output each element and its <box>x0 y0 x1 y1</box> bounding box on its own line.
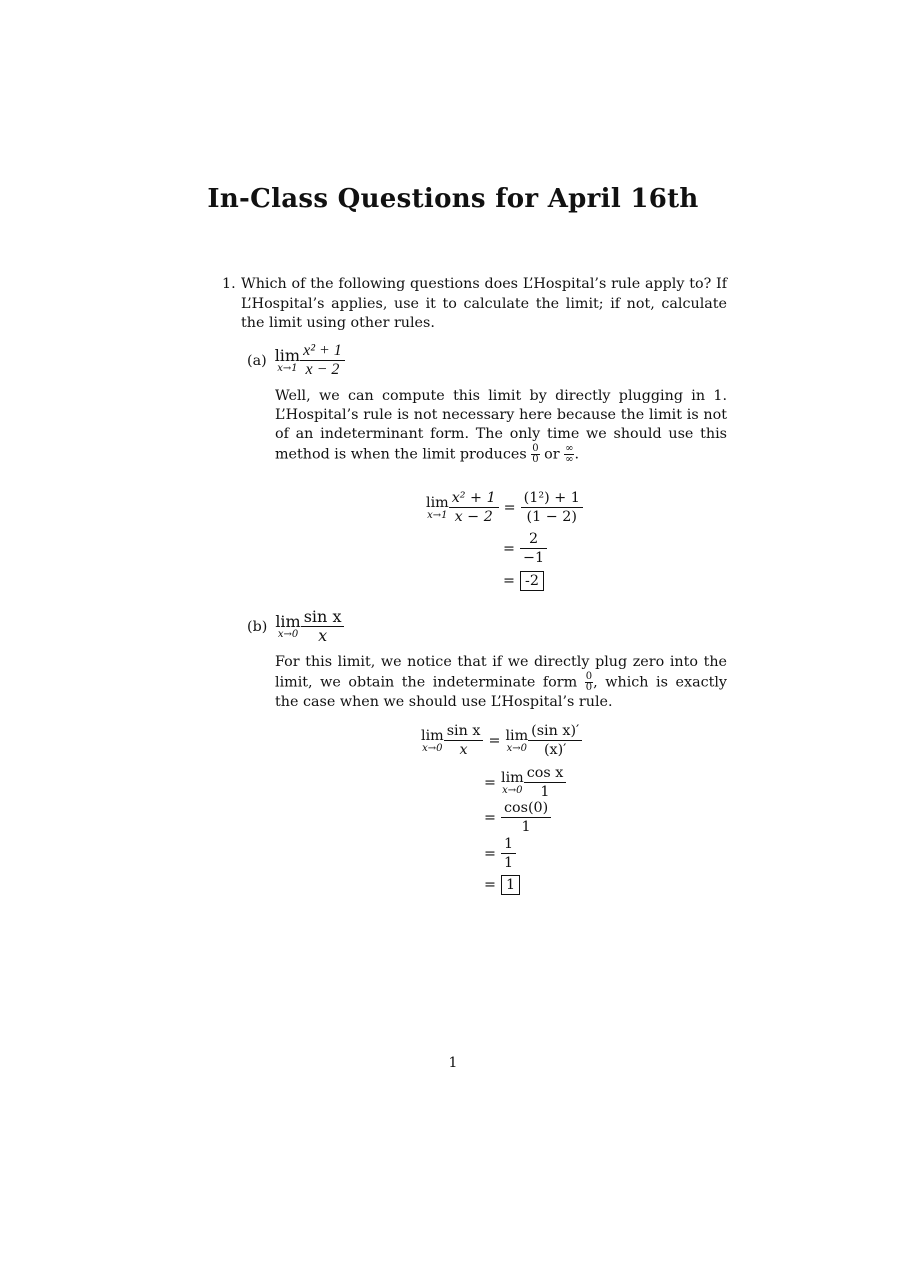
denominator: 0 <box>532 454 539 465</box>
denominator: 1 <box>524 782 567 801</box>
equals-sign: = <box>503 499 516 516</box>
lim-word: lim <box>421 727 444 744</box>
fraction <box>524 764 567 801</box>
limit-operator <box>274 345 301 374</box>
fraction <box>528 722 582 759</box>
part-a-explanation <box>275 387 727 465</box>
denominator: 1 <box>501 817 551 836</box>
fraction <box>501 835 516 872</box>
equation-row <box>426 489 583 526</box>
numerator: 0 <box>585 671 593 682</box>
denominator: x − 2 <box>300 360 345 379</box>
equation-row <box>479 835 516 872</box>
denominator: x <box>444 740 484 759</box>
lim-subscript: x→0 <box>502 784 523 796</box>
equals-sign: = <box>484 774 496 791</box>
equation-row <box>421 722 582 759</box>
fraction <box>520 530 547 567</box>
denominator: ∞ <box>565 454 574 465</box>
lim-subscript: x→0 <box>422 742 443 754</box>
period: . <box>574 446 580 463</box>
page-title: In-Class Questions for April 16th <box>207 184 699 214</box>
numerator: x² + 1 <box>303 342 342 359</box>
lim-word: lim <box>505 727 529 744</box>
equation-row <box>479 799 551 836</box>
question-text: Which of the following questions does L’Hospital’s rule apply to? If L’Hospital’s applies, use it to calculate the limit; if not, calculate the limit using other rules. <box>241 276 727 331</box>
infinity-over-infinity <box>564 444 574 465</box>
equation-row <box>479 764 566 801</box>
denominator: −1 <box>520 548 547 567</box>
equals-sign: = <box>488 732 501 749</box>
zero-over-zero <box>585 672 593 693</box>
numerator: x² + 1 <box>451 490 496 506</box>
equals-sign: = <box>484 877 496 893</box>
part-a-expression <box>247 342 345 379</box>
boxed-answer: 1 <box>501 875 520 895</box>
numerator: cos x <box>526 765 564 781</box>
fraction <box>444 722 484 759</box>
equals-sign: = <box>484 809 496 826</box>
part-a-label: (a) <box>247 352 267 369</box>
numerator: 2 <box>528 531 539 547</box>
numerator: sin x <box>446 723 481 739</box>
fraction <box>300 342 345 379</box>
or-word: or <box>544 446 560 463</box>
equals-sign: = <box>503 573 515 589</box>
numerator: sin x <box>303 607 342 626</box>
part-b-label: (b) <box>247 618 268 635</box>
limit-operator <box>275 611 301 640</box>
lim-word: lim <box>426 494 449 511</box>
zero-over-zero <box>531 444 539 465</box>
numerator: cos(0) <box>504 800 549 816</box>
lim-subscript: x→1 <box>277 362 298 374</box>
limit-operator <box>421 728 444 754</box>
question-number: 1. <box>222 276 236 292</box>
fraction <box>501 799 551 836</box>
numerator: ∞ <box>565 443 574 454</box>
numerator: 1 <box>504 836 514 852</box>
numerator: (1²) + 1 <box>523 490 580 506</box>
lim-subscript: x→0 <box>506 742 527 754</box>
lim-word: lim <box>275 611 301 631</box>
fraction <box>301 608 345 645</box>
boxed-answer: -2 <box>520 571 544 591</box>
limit-operator <box>501 770 524 796</box>
part-b-expression <box>247 608 344 645</box>
equation-row <box>498 530 547 567</box>
numerator: 0 <box>532 443 539 454</box>
equation-row <box>479 875 520 895</box>
numerator: (sin x)′ <box>531 723 580 739</box>
explanation-text: , which is exactly the case when we should use L’Hospital’s rule. <box>275 674 727 710</box>
denominator: 1 <box>501 853 516 872</box>
page-number: 1 <box>448 1055 458 1071</box>
denominator: (x)′ <box>528 740 582 759</box>
lim-word: lim <box>501 769 524 786</box>
equals-sign: = <box>503 540 515 557</box>
limit-operator <box>426 495 449 521</box>
equals-sign: = <box>484 845 496 862</box>
lim-subscript: x→0 <box>277 628 299 640</box>
equation-row <box>498 571 544 591</box>
denominator: (1 − 2) <box>521 507 583 526</box>
denominator: 0 <box>585 682 593 693</box>
denominator: x − 2 <box>449 507 499 526</box>
fraction <box>449 489 499 526</box>
explanation-text: For this limit, we notice that if we directly plug zero into the limit, we obtain the indeterminate form <box>275 654 727 691</box>
limit-operator <box>505 728 528 754</box>
part-b-explanation <box>275 653 727 712</box>
explanation-text: Well, we can compute this limit by directly plugging in 1. L’Hospital’s rule is not necessary here because the limit is not of an indeterminant form. The only time we should use this method is when the limit produces <box>275 388 727 463</box>
lim-word: lim <box>274 345 301 365</box>
lim-subscript: x→1 <box>427 509 448 521</box>
denominator: x <box>301 626 345 645</box>
fraction <box>521 489 583 526</box>
